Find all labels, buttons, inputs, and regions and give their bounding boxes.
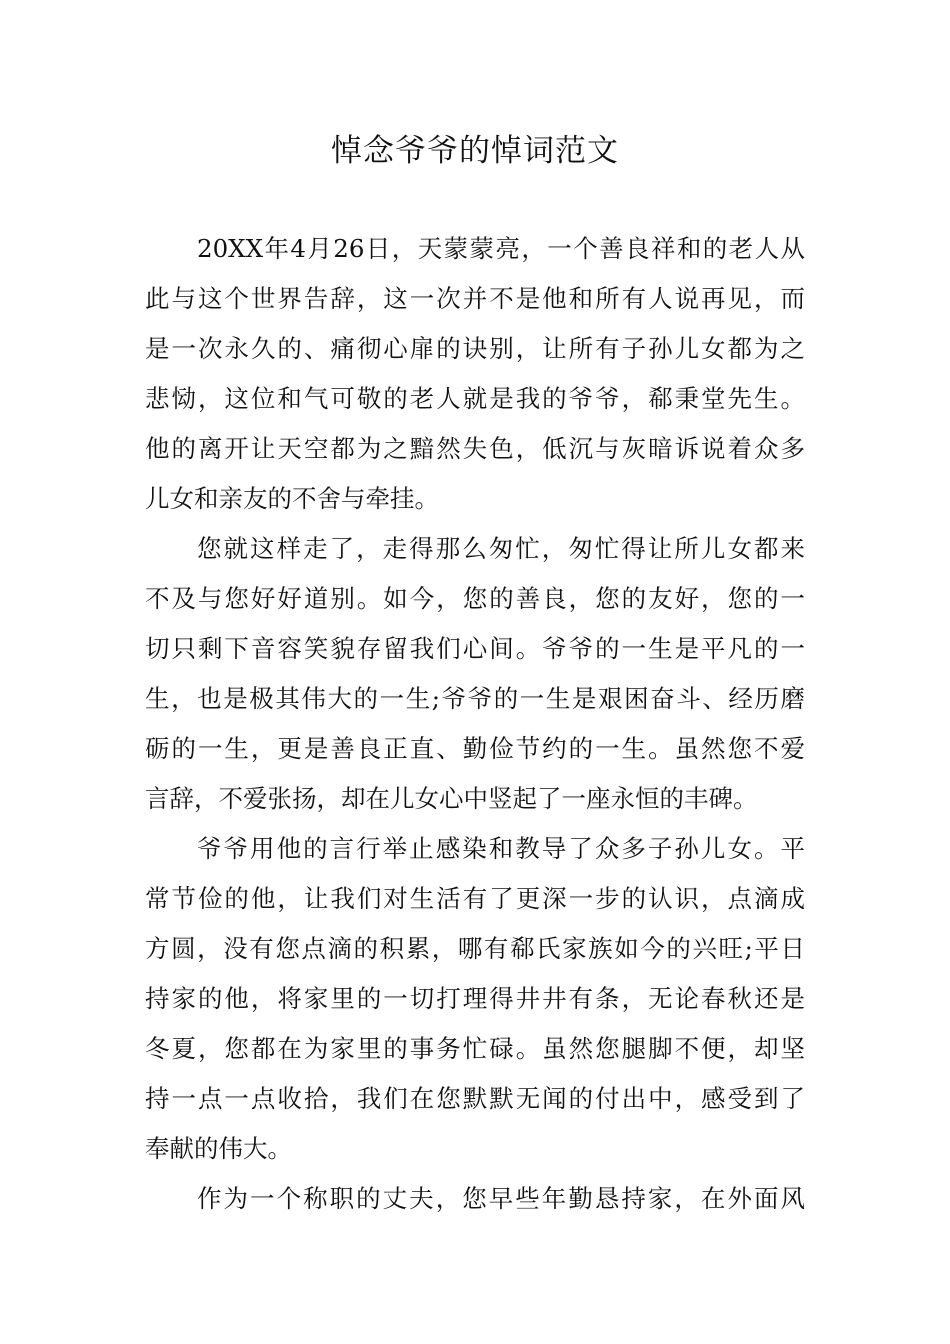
paragraph-3-line-6: 持一点一点收拾，我们在您默默无闻的付出中，感受到了: [145, 1084, 805, 1113]
paragraph-3-line-7: 奉献的伟大。: [145, 1134, 292, 1163]
paragraph-1-line-1: 20XX年4月26日，天蒙蒙亮，一个善良祥和的老人从: [197, 234, 805, 263]
paragraph-1-line-5: 他的离开让天空都为之黯然失色，低沉与灰暗诉说着众多: [145, 434, 805, 463]
paragraph-1-line-4: 悲恸，这位和气可敬的老人就是我的爷爷，郗秉堂先生。: [145, 384, 805, 413]
paragraph-3-line-4: 持家的他，将家里的一切打理得井井有条，无论春秋还是: [145, 984, 805, 1013]
document-body: [145, 224, 805, 1224]
paragraph-1-line-2: 此与这个世界告辞，这一次并不是他和所有人说再见，而: [145, 284, 805, 313]
paragraph-3-line-1: 爷爷用他的言行举止感染和教导了众多子孙儿女。平: [197, 834, 805, 863]
paragraph-3-line-3: 方圆，没有您点滴的积累，哪有郗氏家族如今的兴旺;平日: [145, 934, 805, 963]
document-title: 悼念爷爷的悼词范文: [331, 133, 619, 169]
paragraph-1-line-6: 儿女和亲友的不舍与牵挂。: [145, 484, 439, 513]
paragraph-4-line-1: 作为一个称职的丈夫，您早些年勤恳持家，在外面风: [197, 1184, 805, 1213]
paragraph-2-line-2: 不及与您好好道别。如今，您的善良，您的友好，您的一: [145, 584, 805, 613]
paragraph-1-line-3: 是一次永久的、痛彻心扉的诀别，让所有子孙儿女都为之: [145, 334, 805, 363]
paragraph-2-line-5: 砺的一生，更是善良正直、勤俭节约的一生。虽然您不爱: [145, 734, 805, 763]
paragraph-3-line-5: 冬夏，您都在为家里的事务忙碌。虽然您腿脚不便，却坚: [145, 1034, 805, 1063]
paragraph-2-line-4: 生，也是极其伟大的一生;爷爷的一生是艰困奋斗、经历磨: [145, 684, 805, 713]
paragraph-2-line-1: 您就这样走了，走得那么匆忙，匆忙得让所儿女都来: [197, 534, 805, 563]
paragraph-3-line-2: 常节俭的他，让我们对生活有了更深一步的认识，点滴成: [145, 884, 805, 913]
paragraph-2-line-3: 切只剩下音容笑貌存留我们心间。爷爷的一生是平凡的一: [145, 634, 805, 663]
paragraph-2-line-6: 言辞，不爱张扬，却在儿女心中竖起了一座永恒的丰碑。: [145, 784, 758, 813]
